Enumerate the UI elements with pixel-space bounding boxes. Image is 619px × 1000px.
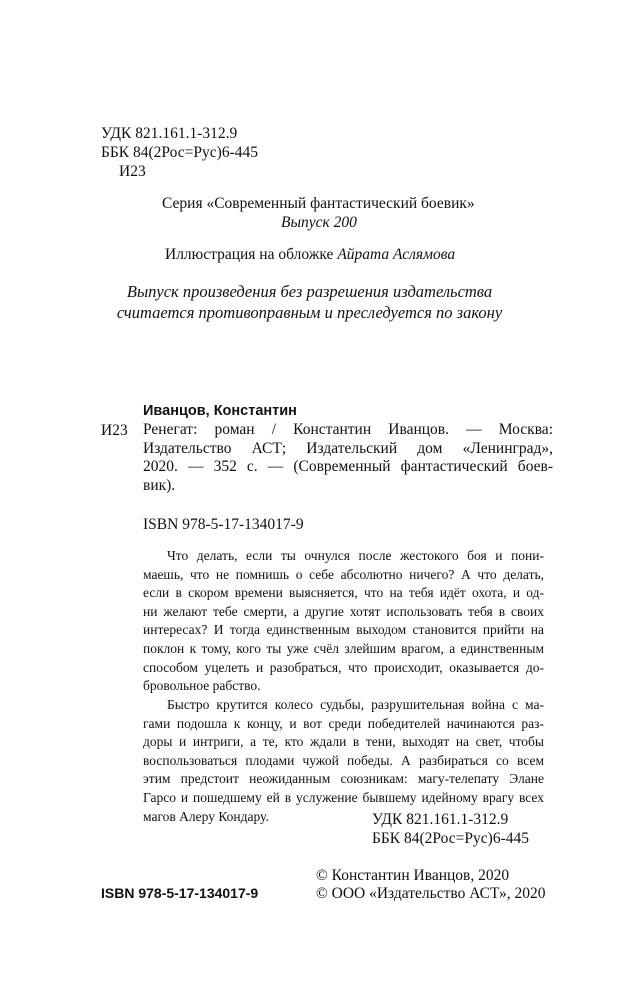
catalog-isbn: ISBN 978-5-17-134017-9 (143, 516, 304, 533)
entry-author-mark: И23 (101, 422, 128, 439)
annotation-line: этим предстоит неожиданным союзникам: магу-телепату Элане (143, 771, 544, 787)
illustration-prefix: Иллюстрация на обложке (165, 246, 338, 263)
copyright-publisher: © ООО «Издательство АСТ», 2020 (316, 885, 546, 902)
illustration-artist: Айрата Аслямова (337, 246, 456, 263)
annotation-line: магов Алеру Кондару. (143, 808, 269, 824)
footer-isbn: ISBN 978-5-17-134017-9 (101, 885, 259, 901)
series-label: Серия «Современный фантастический боевик» (162, 195, 475, 212)
annotation-line: ни желают тебе смерти, а другие хотят использовать тебя в своих (143, 603, 544, 619)
annotation-line: если в скором времени выясняется, что на тебя идёт охота, и од- (143, 585, 544, 601)
annotation-line: способом уцелеть и разобраться, что происходит, оказывается до- (143, 659, 544, 675)
warning-line-1: Выпуск произведения без разрешения издательства (126, 282, 493, 301)
annotation-line: воспользоваться плодами чужой победы. А разбираться со всем (143, 752, 544, 768)
bottom-bbk-code: ББК 84(2Рос=Рус)6-445 (372, 830, 529, 847)
annotation-line: поклон к тому, кого ты уже счёл злейшим врагом, а единственным (143, 640, 544, 656)
author-mark: И23 (119, 163, 146, 180)
author-heading: Иванцов, Константин (143, 403, 297, 419)
bottom-udk-code: УДК 821.161.1-312.9 (372, 811, 509, 828)
udk-code: УДК 821.161.1-312.9 (101, 125, 238, 142)
description-line: Издательство АСТ; Издательский дом «Ленинград», (143, 439, 553, 457)
annotation-line: Гарсо и пошедшему ей в услужение бывшему идейному врагу всех (143, 789, 544, 805)
annotation-line: гами подошла к концу, и вот среди победителей начинаются раз- (143, 715, 544, 731)
warning-line-2: считается противоправным и преследуется по закону (116, 303, 503, 322)
description-line: вик). (143, 476, 176, 494)
annotation-line: доры и интриги, а те, кто ждали в тени, выходят на свет, чтобы (143, 734, 544, 750)
annotation-line: Что делать, если ты очнулся после жестокого боя и пони- (167, 548, 544, 563)
description-line: 2020. — 352 с. — (Современный фантастический боев- (143, 458, 553, 476)
illustration-credit (165, 245, 455, 264)
annotation-line: бровольное рабство. (143, 678, 261, 694)
description-line: Ренегат: роман / Константин Иванцов. — Москва: (143, 421, 553, 438)
annotation-paragraph-1 (143, 547, 544, 696)
series-issue: Выпуск 200 (281, 214, 357, 231)
annotation-line: интересах? И тогда единственным выходом становится прийти на (143, 622, 544, 638)
annotation-line: маешь, что не помнишь о себе абсолютно ничего? А что делать, (143, 566, 544, 582)
catalog-description (143, 421, 553, 495)
annotation-line: Быстро крутится колесо судьбы, разрушительная война с ма- (167, 697, 544, 712)
annotation-paragraph-2 (143, 696, 544, 826)
copyright-author: © Константин Иванцов, 2020 (316, 867, 510, 884)
bbk-code: ББК 84(2Рос=Рус)6-445 (101, 144, 258, 161)
